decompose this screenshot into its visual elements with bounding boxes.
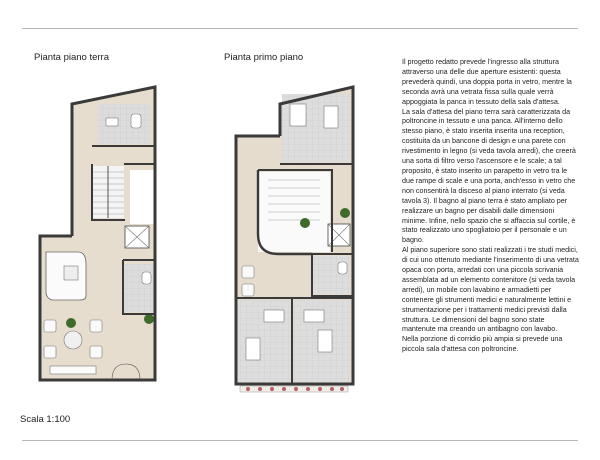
staircase xyxy=(92,166,124,218)
treatment-bed xyxy=(324,106,338,128)
plant-icon xyxy=(300,218,310,228)
toilet xyxy=(131,114,141,128)
top-rule xyxy=(22,28,578,29)
plant-icon xyxy=(144,314,154,324)
treatment-bed xyxy=(318,330,332,352)
bottom-rule xyxy=(22,440,578,441)
ground-floor-plan xyxy=(30,84,170,384)
plant-icon xyxy=(340,208,350,218)
toilet xyxy=(142,272,151,284)
fabric-bench xyxy=(50,366,96,374)
description-paragraph: Nella porzione di corridio più ampia si prevede una piccola sala d'attesa con poltroncine. xyxy=(402,335,563,354)
first-floor-title: Pianta primo piano xyxy=(224,52,304,63)
reception-chair xyxy=(64,266,78,280)
desk xyxy=(304,310,324,322)
restroom-lower xyxy=(123,264,155,312)
desk xyxy=(290,104,306,126)
description-paragraph: La sala d'attesa del piano terra sarà caratterizzata da poltroncine in tessuto e una panca. All'interno dello stesso piano, è stato inserita inserita una reception, costituita da un bancone di design e una parete con rivestimento in legno (si veda tavola arredi), che creerà una sorta di filtro verso l'ascensore e le scale; a tal proposito, è stato inserito un parapetto in vetro tra le due rampe di scale e una porta, anch'esso in vetro che non consentirà la disceso al piano interrato (si veda tavola 3). Il bagno al piano terra è stato ampliato per realizzare un bagno per disabili dalle dimensioni minime. Infine, nello spazio che si affaccia sul cortile, è stato realizzato uno spogliatoio per il personale e un bagno. xyxy=(402,107,576,245)
desk xyxy=(264,310,284,322)
first-floor-plan xyxy=(228,84,358,396)
treatment-bed xyxy=(246,338,260,360)
toilet xyxy=(338,262,347,274)
project-description xyxy=(402,58,580,355)
elevator xyxy=(125,226,149,248)
ground-floor-title: Pianta piano terra xyxy=(34,52,109,63)
bathroom xyxy=(312,256,350,294)
description-paragraph: Il progetto redatto prevede l'ingresso alla struttura attraverso una delle due aperture esistenti: questa prevederà quindi, una doppia porta in vetro, mentre la seconda avrà una vetrata fissa sulla quale verrà appoggiata la panca in tessuto della sala d'attesa. xyxy=(402,58,572,106)
scale-label: Scala 1:100 xyxy=(20,414,71,425)
plant-icon xyxy=(66,318,76,328)
description-paragraph: Al piano superiore sono stati realizzati i tre studi medici, di cui uno ottenuto mediante l'inserimento di una vetrata opaca con porta, arredati con una piccola scrivania assemblata ad un elemento contenitore (si veda tavola arredi), un mobile con lavabino e armadietti per contenere gli strumenti medici e naturalmente lettini e strumentazione per i trattamenti medici previsti dalla struttura. Le dimensioni del bagno sono state mantenute ma creando un antibagno con lavabo. xyxy=(402,246,579,334)
sink xyxy=(106,118,118,126)
